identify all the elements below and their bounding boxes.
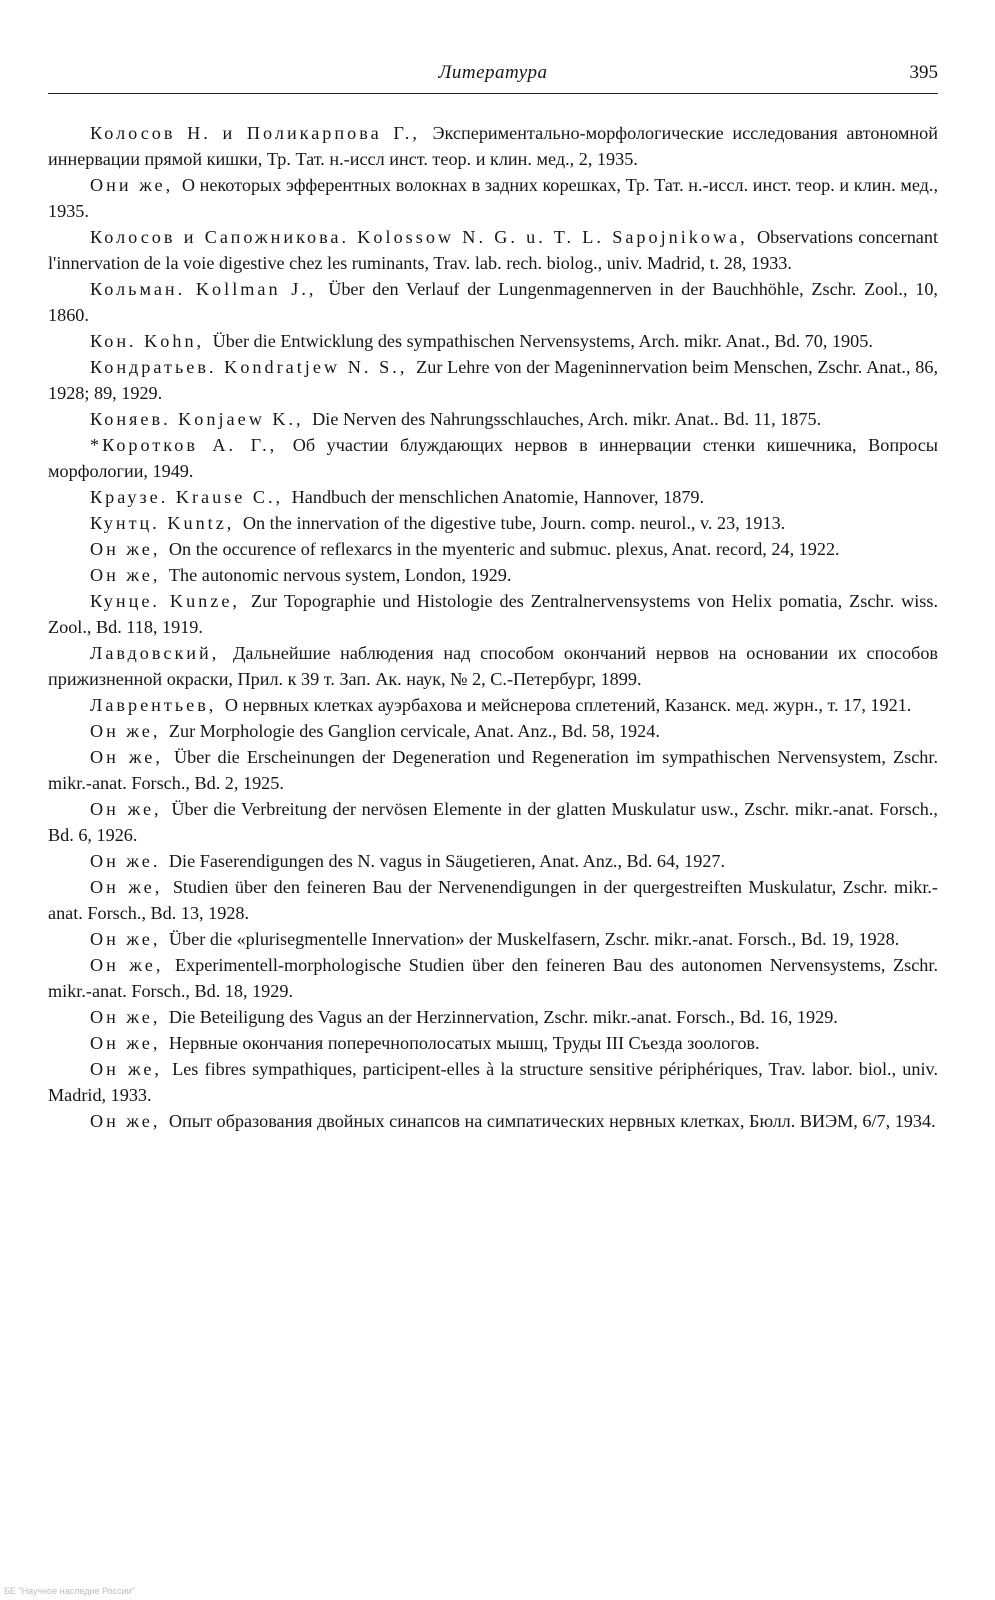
reference-author: Он же, (90, 877, 163, 897)
reference-text: Über die Entwicklung des sympathischen Nervensystems, Arch. mikr. Anat., Bd. 70, 1905. (212, 331, 873, 351)
reference-entry (48, 354, 938, 406)
reference-text: Über die Erscheinungen der Degeneration und Regeneration im sympathischen Nervensystem, Zschr. mikr.-anat. Forsch., Bd. 2, 1925. (48, 747, 938, 793)
reference-author: Он же, (90, 1059, 162, 1079)
reference-entry (48, 1030, 938, 1056)
reference-author: Он же, (90, 1033, 161, 1053)
reference-author: Он же, (90, 565, 161, 585)
reference-author: Колосов и Сапожникова. Kolossow N. G. u. T. L. Sapojnikowa, (90, 227, 748, 247)
reference-text: On the occurence of reflexarcs in the myenteric and submuc. plexus, Anat. record, 24, 1922. (168, 539, 840, 559)
reference-entry (48, 276, 938, 328)
reference-entry (48, 172, 938, 224)
reference-text: On the innervation of the digestive tube, Journ. comp. neurol., v. 23, 1913. (242, 513, 786, 533)
reference-author: Они же, (90, 175, 174, 195)
reference-entry (48, 874, 938, 926)
reference-entry (48, 692, 938, 718)
reference-entry (48, 848, 938, 874)
reference-text: Zur Morphologie des Ganglion cervicale, Anat. Anz., Bd. 58, 1924. (168, 721, 660, 741)
reference-entry (48, 588, 938, 640)
page-number: 395 (909, 62, 938, 83)
reference-entry (48, 952, 938, 1004)
reference-text: Die Nerven des Nahrungsschlauches, Arch. mikr. Anat.. Bd. 11, 1875. (312, 409, 822, 429)
reference-entry (48, 640, 938, 692)
reference-text: Die Faserendigungen des N. vagus in Säugetieren, Anat. Anz., Bd. 64, 1927. (168, 851, 726, 871)
reference-text: Дальнейшие наблюдения над способом окончаний нервов на основании их способов прижизненной окраски, Прил. к 39 т. Зап. Ак. наук, № 2, С.-Петербург, 1899. (48, 643, 938, 689)
reference-entry (48, 328, 938, 354)
reference-author: Колосов Н. и Поликарпова Г., (90, 123, 420, 143)
reference-entry (48, 926, 938, 952)
reference-entry (48, 224, 938, 276)
reference-text: The autonomic nervous system, London, 1929. (168, 565, 512, 585)
reference-author: Он же, (90, 1007, 161, 1027)
reference-author: Краузе. Krause C., (90, 487, 284, 507)
reference-entry (48, 562, 938, 588)
reference-author: Лавдовский, (90, 643, 220, 663)
reference-entry (48, 536, 938, 562)
scan-watermark: БЕ "Научное наследие России" (4, 1586, 135, 1596)
reference-text: Die Beteiligung des Vagus an der Herzinnervation, Zschr. mikr.-anat. Forsch., Bd. 16, 1929. (168, 1007, 838, 1027)
reference-author: Он же, (90, 1111, 161, 1131)
reference-author: Кондратьев. Kondratjew N. S., (90, 357, 408, 377)
reference-author: Он же, (90, 539, 161, 559)
reference-author: Кунтц. Kuntz, (90, 513, 235, 533)
reference-text: Handbuch der menschlichen Anatomie, Hannover, 1879. (291, 487, 705, 507)
reference-entry (48, 510, 938, 536)
reference-entry (48, 406, 938, 432)
header-divider (48, 93, 938, 94)
reference-entry (48, 484, 938, 510)
reference-author: Он же, (90, 929, 161, 949)
reference-author: Он же, (90, 955, 164, 975)
reference-text: О некоторых эфферентных волокнах в задних корешках, Тр. Тат. н.-иссл. инст. теор. и клин. мед., 1935. (48, 175, 939, 221)
reference-text: Zur Topographie und Histologie des Zentralnervensystems von Helix pomatia, Zschr. wiss. Zool., Bd. 118, 1919. (48, 591, 938, 637)
reference-text: Über die Verbreitung der nervösen Elemente in der glatten Muskulatur usw., Zschr. mikr.-anat. Forsch., Bd. 6, 1926. (48, 799, 938, 845)
reference-entry (48, 1004, 938, 1030)
reference-entry (48, 1108, 938, 1134)
reference-author: Он же. (90, 851, 161, 871)
reference-author: Кунце. Kunze, (90, 591, 240, 611)
reference-text: Нервные окончания поперечнополосатых мышц, Труды III Съезда зоологов. (168, 1033, 760, 1053)
reference-text: Über die «plurisegmentelle Innervation» der Muskelfasern, Zschr. mikr.-anat. Forsch., Bd. 19, 1928. (168, 929, 900, 949)
running-header (48, 60, 938, 94)
reference-text: Experimentell-morphologische Studien über den feineren Bau des autonomen Nervensystems, Zschr. mikr.-anat. Forsch., Bd. 18, 1929. (48, 955, 938, 1001)
reference-list (48, 120, 938, 1134)
reference-text: Les fibres sympathiques, participent-elles à la structure sensitive périphériques, Trav. labor. biol., univ. Madrid, 1933. (48, 1059, 938, 1105)
reference-entry (48, 1056, 938, 1108)
reference-entry (48, 120, 938, 172)
reference-text: Экспериментально-морфологические исследования автономной иннервации прямой кишки, Тр. Тат. н.-иссл инст. теор. и клин. мед., 2, 1935. (48, 123, 938, 169)
reference-author: Он же, (90, 799, 162, 819)
reference-text: Опыт образования двойных синапсов на симпатических нервных клетках, Бюлл. ВИЭМ, 6/7, 1934. (168, 1111, 936, 1131)
reference-entry (48, 796, 938, 848)
reference-text: Observations concernant l'innervation de la voie digestive chez les ruminants, Trav. lab. rech. biolog., univ. Madrid, t. 28, 1933. (48, 227, 939, 273)
reference-text: Über den Verlauf der Lungenmagennerven in der Bauchhöhle, Zschr. Zool., 10, 1860. (48, 279, 938, 325)
reference-author: Кон. Kohn, (90, 331, 205, 351)
reference-author: *Коротков А. Г., (90, 435, 278, 455)
reference-text: Zur Lehre von der Mageninnervation beim Menschen, Zschr. Anat., 86, 1928; 89, 1929. (48, 357, 938, 403)
reference-author: Лаврентьев, (90, 695, 217, 715)
running-title: Литература (438, 62, 548, 83)
reference-author: Кольман. Kollman J., (90, 279, 317, 299)
reference-text: Studien über den feineren Bau der Nervenendigungen in der quergestreiften Muskulatur, Zschr. mikr.-anat. Forsch., Bd. 13, 1928. (48, 877, 938, 923)
reference-entry (48, 432, 938, 484)
reference-author: Коняев. Konjaew K., (90, 409, 304, 429)
reference-entry (48, 718, 938, 744)
reference-text: Об участии блуждающих нервов в иннервации стенки кишечника, Вопросы морфологии, 1949. (48, 435, 939, 481)
reference-author: Он же, (90, 747, 163, 767)
reference-entry (48, 744, 938, 796)
reference-author: Он же, (90, 721, 161, 741)
reference-text: О нервных клетках ауэрбахова и мейснерова сплетений, Казанск. мед. журн., т. 17, 1921. (224, 695, 912, 715)
